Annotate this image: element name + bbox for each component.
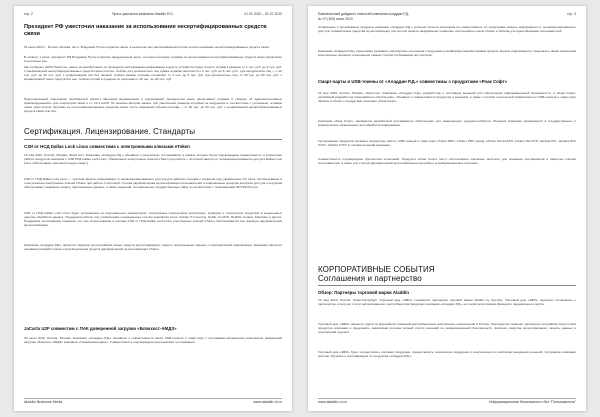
article-paragraph: 10 мая 2010, Россия, Санкт-Петербург. Торговый дом «ЭФО» становится партнёром торговой марки Aladdin by Security. Торговый дом «ЭФО» подписал соглашение о партнёрстве и получил статус авторизованного дистрибьютора продукции компании «Аладдин Р.Д.» на территории Северо-Западного федерального округа.	[318, 298, 576, 306]
header-title: Ежемесячный дайджест новостей компании Аладдин Р.Д.	[318, 12, 410, 16]
footer-right: Информационная безопасность без "Пользователь"	[488, 400, 576, 404]
right-page	[308, 6, 586, 411]
article-paragraph: 16 мая 2010, Россия, Москва, ubiubi.com. Компания «Аладдин Р.Д.» объявила о результатах тестирования, в рамках которых была подтверждена совместимость и корректная работа продуктов компании с СЗИ НСД Dallas Lock Linux. Применение электронных ключей eToken при работе с системой защиты от несанкционированного доступа Dallas Lock Linux обеспечивает дополнительную защиту.	[24, 153, 282, 165]
article-paragraph: 30 июня 2010, Россия, Москва. Компания «Аладдин Р.Д.» объявила о совместимости своих USB-токенов и смарт-карт с программно-аппаратным комплексом доверенной загрузки «Блокхост-АМДЗ» компании «Газинформсервис». Совместимость подтверждена результатами тестирования.	[24, 336, 282, 344]
left-page	[14, 6, 292, 411]
article-paragraph: Тестирование продуктов показало корректную работу USB-токенов и смарт-карт eToken PRO, eToken PRO (Java), eToken NG-FLASH, eToken NG-OTP, JaCarta PKI, JaCarta PKI/ГОСТ, JaCarta ГОСТ в составе решений компании.	[318, 139, 576, 147]
header-title: Пресс-рассылка компании Aladdin R.D.	[112, 12, 174, 16]
article-paragraph: Компания «Аладдин Р.Д.» является лидером на российском рынке средств аутентификации, защиты персональных данных и корпоративной информации. Компания является основным разработчиком и производителем средств двухфакторной аутентификации eToken.	[24, 243, 282, 251]
divider	[24, 139, 282, 140]
article-title: СЗИ от НСД Dallas Lock Linux совместима с электронными ключами eToken	[24, 144, 190, 149]
right-page-header	[318, 12, 576, 26]
footer-left: Aladdin Business Media	[24, 400, 63, 404]
article-paragraph: Торговый дом «ЭФО» будет осуществлять поставки продукции, предоставлять техническую поддержку и консультации по вопросам внедрения решений. Сотрудники компании прошли обучение и сертификацию по продуктам «Аладдин Р.Д.».	[318, 350, 576, 358]
article-title: Обзор: Партнеры торговой марки Aladdin	[318, 290, 409, 295]
article-title: Смарт-карты и USB-токены от «Аладдин Р.Д.» совместимы с продуктами «Рэак Софт»	[318, 79, 508, 84]
article-title: JaCarta U2F совместим с ПАК доверенной загрузки «Блокхост-АМДЗ»	[24, 326, 177, 331]
article-paragraph: В четверг, 1 июня, президент РФ Владимир Путин подписал федеральный закон, согласно которому штрафы за использование несертифицированных средств связи увеличатся в несколько раз.	[24, 55, 282, 63]
article-paragraph: 01 июля 2010 г., Россия, Москва, ria.ru. Владимир Путин подписал закон, в несколько раз увеличивающий штраф за использование несертифицированных средств связи.	[24, 45, 270, 49]
header-period: 01.01.2010 – 01.07.2010	[244, 12, 282, 16]
page-number: стр. 3	[567, 12, 576, 16]
divider	[318, 285, 576, 286]
footer-right: www.aladdin-rd.ru	[253, 400, 282, 404]
article-paragraph: Подготовленный советником Челябинской области Евгением Шуракшиным и подписанный президентом закон увеличивает штрафы в «Кодекс об административных правонарушениях» для операторов связи и ст. 13.4 КоАП. По мнению авторов закона, при увеличении размера штрафов за нарушения в соответствии с уголовным, штрафы также ужесточатся. Штрафы за несертифицированные средства связи после изменения объема штрафа — от 40 тыс. до 60 тыс. руб. с конфискацией несертифицированных средств связи или без.	[24, 97, 282, 113]
section-heading: КОРПОРАТИВНЫЕ СОБЫТИЯ Соглашения и партнерство	[318, 265, 435, 283]
left-page-footer	[24, 398, 282, 406]
article-paragraph: Как сообщает «РИА Новости», ранее за приобретение её проводили сертификацию информации в другое устройство будет грозить штраф в размере от 1 тыс. руб. до 3 тыс. руб. с конфискацией несертифицированных средств связи или без. Сейчас для должностных лиц сумма штрафа увеличится с 2 тыс. руб. до 5 тыс. руб., для юридических лиц — с 10 тыс. руб. до 30 тыс. руб. с конфискацией или без таковой. Сейчас размер штрафа составляет от 3 тыс. до 5 тыс. руб. для должностных лиц, от 40 тыс. до 60 тыс. руб. с конфискацией таких средств без нее. Сейчас штраф в среднем по регионам от 30 тыс. до 40 тыс. руб.	[24, 65, 282, 81]
article-paragraph: Аппаратные и программные продукты компании «Аладдин Р.Д.» успешно прошли испытания на совместимость со средствами защиты информации от несанкционированного доступа. Совместимые средства аутентификации для систем защиты информации позволяют использовать ключи eToken и JaCarta для идентификации пользователей.	[318, 25, 576, 33]
article-title: Президент РФ ужесточил наказание за использование несертифицированных средств связи	[24, 24, 267, 37]
section-heading: Сертификация. Лицензирование. Стандарты	[24, 127, 196, 136]
article-paragraph: Торговый дом «ЭФО» является одной из крупнейших компаний-дистрибьюторов электронных компонентов в России. Партнерство позволит расширить географию присутствия продуктов компании и предложить заказчикам региона полный спектр решений по информационной безопасности, включая средства аутентификации, защиты данных и электронной подписи.	[318, 322, 576, 334]
article-paragraph: СЗИ от НСД Dallas Lock Linux будет установлена на персональных компьютерах, портативных компьютерах (ноутбуках), серверах и технических средствах в выделенных центрах обработки данных. Поддержка работы под управлением операционных систем семейства Linux: Debian 5.0 (Lenny), SuSE, CentOS, RedHat, Fedora, Mandriva и других. Поддержка тестирования показала, что при использовании в составе СЗИ от НСД Dallas Lock Linux электронных ключей eToken обеспечиваются все функции двухфакторной аутентификации.	[24, 211, 282, 227]
article-paragraph: Компания «Аладдин Р.Д.» продолжает развивать партнерские отношения с ведущими российскими разработчиками средств защиты информации и предлагать своим заказчикам комплексные решения, отвечающие самым строгим требованиям регуляторов.	[318, 49, 576, 57]
article-paragraph: Совместимость подтверждена протоколом испытаний. Продукты «Рэак Софт» могут использовать ключевые носители для хранения сертификатов и закрытых ключей пользователей, а также для строгой двухфакторной аутентификации при работе в информационных системах.	[318, 157, 576, 165]
article-paragraph: СЗИ от НСД Dallas Lock Linux — система защиты информации от несанкционированного доступа для рабочих станций и серверов под управлением ОС Linux. Использование в этом решении электронных ключей eToken при работе с системой, строгая двухфакторная аутентификация пользователей и современные средства контроля доступа к ресурсам обеспечивают надёжную защиту персональных данных, а также сведений, составляющих государственную тайну, в соответствии с требованиями ФСТЭК России.	[24, 177, 282, 189]
footer-left: www.aladdin-rd.ru	[318, 400, 347, 404]
header-issue: № 07 (100) июль 2010	[318, 17, 353, 21]
article-paragraph: Компания «Рэак Софт» занимается разработкой программного обеспечения для защищённого документооборота. Решения компании применяются в государственных и коммерческих организациях для обработки информации.	[318, 119, 576, 127]
page-number: стр. 2	[24, 12, 33, 16]
right-page-footer	[318, 398, 576, 406]
article-paragraph: 24 мая 2010, Россия, Москва, ubiubi.com. Компания «Аладдин Р.Д.» разработчик и поставщик решений для обеспечения информационной безопасности, и «Рэак Софт» российский разработчик программного обеспечения, объявили о совместимости продуктов и решений, а также о полной технической совместимости USB-токенов и смарт-карт JaCarta и eToken с продуктами компании «Рэак Софт».	[318, 91, 576, 103]
